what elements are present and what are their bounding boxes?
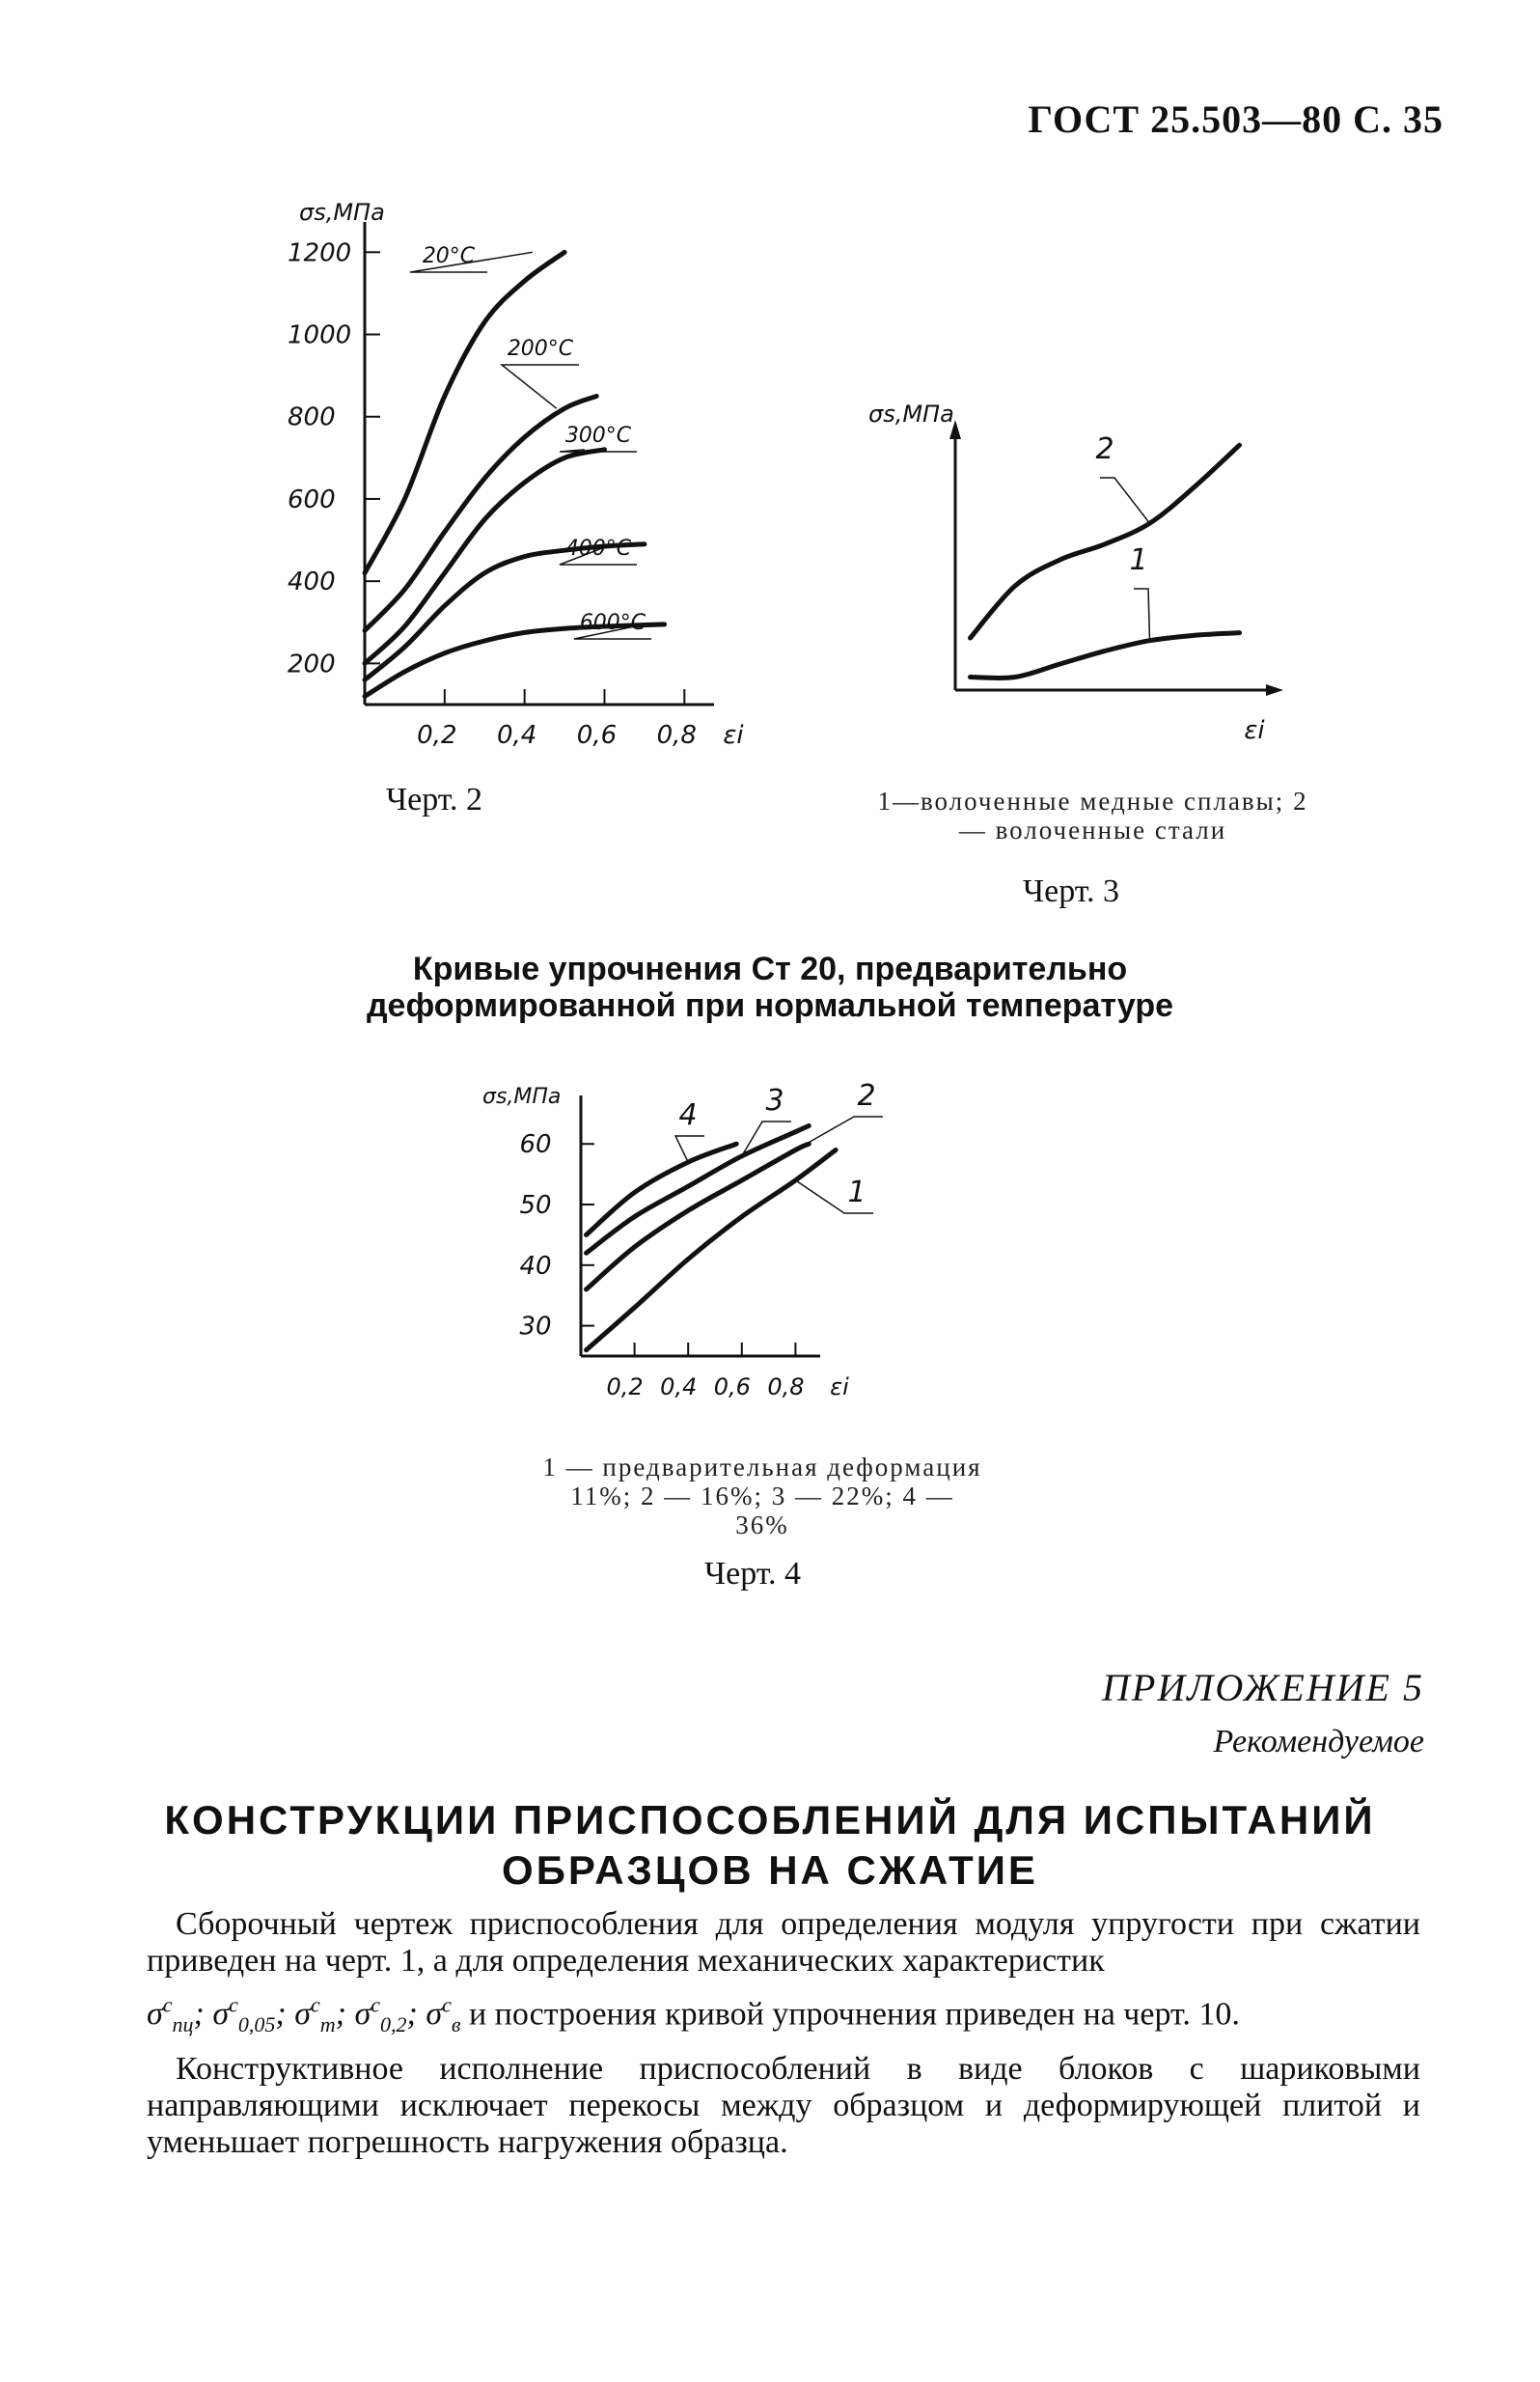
- chart-2-x-tick-label: 0,6: [576, 721, 618, 750]
- chart-4-series-label: 2: [857, 1079, 876, 1113]
- section-title-line-1: КОНСТРУКЦИИ ПРИСПОСОБЛЕНИЙ ДЛЯ ИСПЫТАНИЙ: [164, 1797, 1376, 1842]
- chart-3-series-label: 1: [1129, 543, 1148, 577]
- chart-4-curve-2: [587, 1144, 810, 1289]
- chart-2-label-leader: [502, 365, 579, 408]
- chart-2-series-label: 20°C: [422, 244, 476, 268]
- paragraph-1-formula-line: [147, 1987, 1420, 2043]
- chart-2-x-label: εi: [723, 721, 744, 750]
- section-title-line-2: ОБРАЗЦОВ НА СЖАТИЕ: [502, 1847, 1038, 1893]
- chart-4-x-tick-label: 0,8: [767, 1373, 805, 1400]
- chart-3-legend: [873, 787, 1312, 845]
- chart-4: [463, 1066, 907, 1414]
- section-title: [0, 1795, 1540, 1896]
- chart-4-heading: Кривые упрочнения Ст 20, предварительно деформированной при нормальной температуре: [366, 951, 1174, 1024]
- stress-symbols: $\sigma^c_{пц}$; $\sigma^c_{0,05}$; $\sigma^c_т$; $\sigma^c_{0,2}$; $\sigma^c_в$: [147, 1993, 461, 2037]
- chart-2-y-tick-label: 1200: [288, 238, 352, 268]
- chart-4-y-tick-label: 40: [519, 1251, 552, 1281]
- appendix-block: [1102, 1665, 1424, 1760]
- page-header: ГОСТ 25.503—80 С. 35: [1028, 97, 1444, 141]
- chart-3-curve-1: [971, 633, 1240, 679]
- paragraph-1: Сборочный чертеж приспособления для определения модуля упругости при сжатии приведен на черт. 1, а для определения механических характеристик: [147, 1906, 1420, 1979]
- chart-3-label-leader: [1100, 478, 1150, 523]
- chart-3-legend-text: 1—волоченные медные сплавы; 2 — волоченные стали: [877, 787, 1308, 845]
- chart-4-y-tick-label: 60: [519, 1130, 552, 1160]
- chart-4-series-label: 4: [678, 1098, 698, 1132]
- body-text: [147, 1906, 1420, 2161]
- chart-4-caption: Черт. 4: [704, 1556, 802, 1592]
- chart-4-x-tick-label: 0,2: [606, 1373, 644, 1400]
- chart-3-x-label: εi: [1244, 716, 1265, 745]
- chart-2-series-label: 600°C: [579, 611, 646, 635]
- chart-2-curve-1: [365, 252, 564, 572]
- chart-3: [849, 401, 1293, 748]
- chart-2: [261, 193, 762, 753]
- chart-4-y-tick-label: 50: [519, 1191, 552, 1221]
- chart-2-series-label: 200°C: [507, 337, 574, 361]
- chart-2-caption: Черт. 2: [386, 782, 483, 817]
- chart-2-x-tick-label: 0,8: [656, 721, 697, 750]
- chart-2-y-tick-label: 1000: [288, 320, 352, 350]
- appendix-subtitle: Рекомендуемое: [1213, 1724, 1424, 1759]
- chart-3-series-label: 2: [1095, 432, 1114, 466]
- chart-4-curve-1: [587, 1150, 837, 1350]
- chart-2-y-tick-label: 600: [288, 485, 336, 514]
- chart-4-x-label: εi: [830, 1373, 849, 1400]
- chart-4-series-label: 1: [847, 1176, 866, 1209]
- chart-2-y-tick-label: 800: [288, 402, 336, 432]
- chart-2-curve-5: [365, 624, 665, 697]
- chart-4-legend-text: 1 — предварительная деформация 11%; 2 — 16%; 3 — 22%; 4 — 36%: [542, 1453, 982, 1539]
- chart-2-series-label: 400°C: [564, 537, 632, 561]
- chart-2-y-tick-label: 400: [288, 568, 336, 597]
- chart-2-x-tick-label: 0,4: [496, 721, 537, 750]
- chart-4-curve-3: [587, 1125, 810, 1253]
- chart-3-y-label: σs,МПа: [868, 401, 954, 428]
- chart-3-label-leader: [1134, 589, 1150, 641]
- chart-3-x-arrow: [1266, 684, 1283, 696]
- chart-2-x-tick-label: 0,2: [417, 721, 457, 750]
- chart-4-x-tick-label: 0,6: [713, 1373, 751, 1400]
- appendix-title: ПРИЛОЖЕНИЕ 5: [1102, 1666, 1424, 1709]
- chart-4-y-label: σs,МПа: [482, 1085, 562, 1109]
- paragraph-1-end: и построения кривой упрочнения приведен на черт. 10.: [468, 1996, 1240, 2033]
- chart-4-series-label: 3: [765, 1084, 784, 1118]
- chart-2-y-tick-label: 200: [288, 650, 336, 679]
- chart-4-legend: [540, 1453, 984, 1539]
- chart-2-series-label: 300°C: [564, 424, 632, 448]
- chart-3-caption: Черт. 3: [1023, 873, 1120, 909]
- chart-2-y-label: σs,МПа: [299, 199, 385, 226]
- chart-4-x-tick-label: 0,4: [660, 1373, 698, 1400]
- chart-4-y-tick-label: 30: [519, 1312, 552, 1342]
- chart-3-curve-2: [971, 445, 1240, 638]
- chart-4-curve-4: [587, 1144, 737, 1234]
- paragraph-2: Конструктивное исполнение приспособлений в виде блоков с шариковыми направляющими исключает перекосы между образцом и деформирующей плитой и уменьшает погрешность нагружения образца.: [147, 2051, 1420, 2161]
